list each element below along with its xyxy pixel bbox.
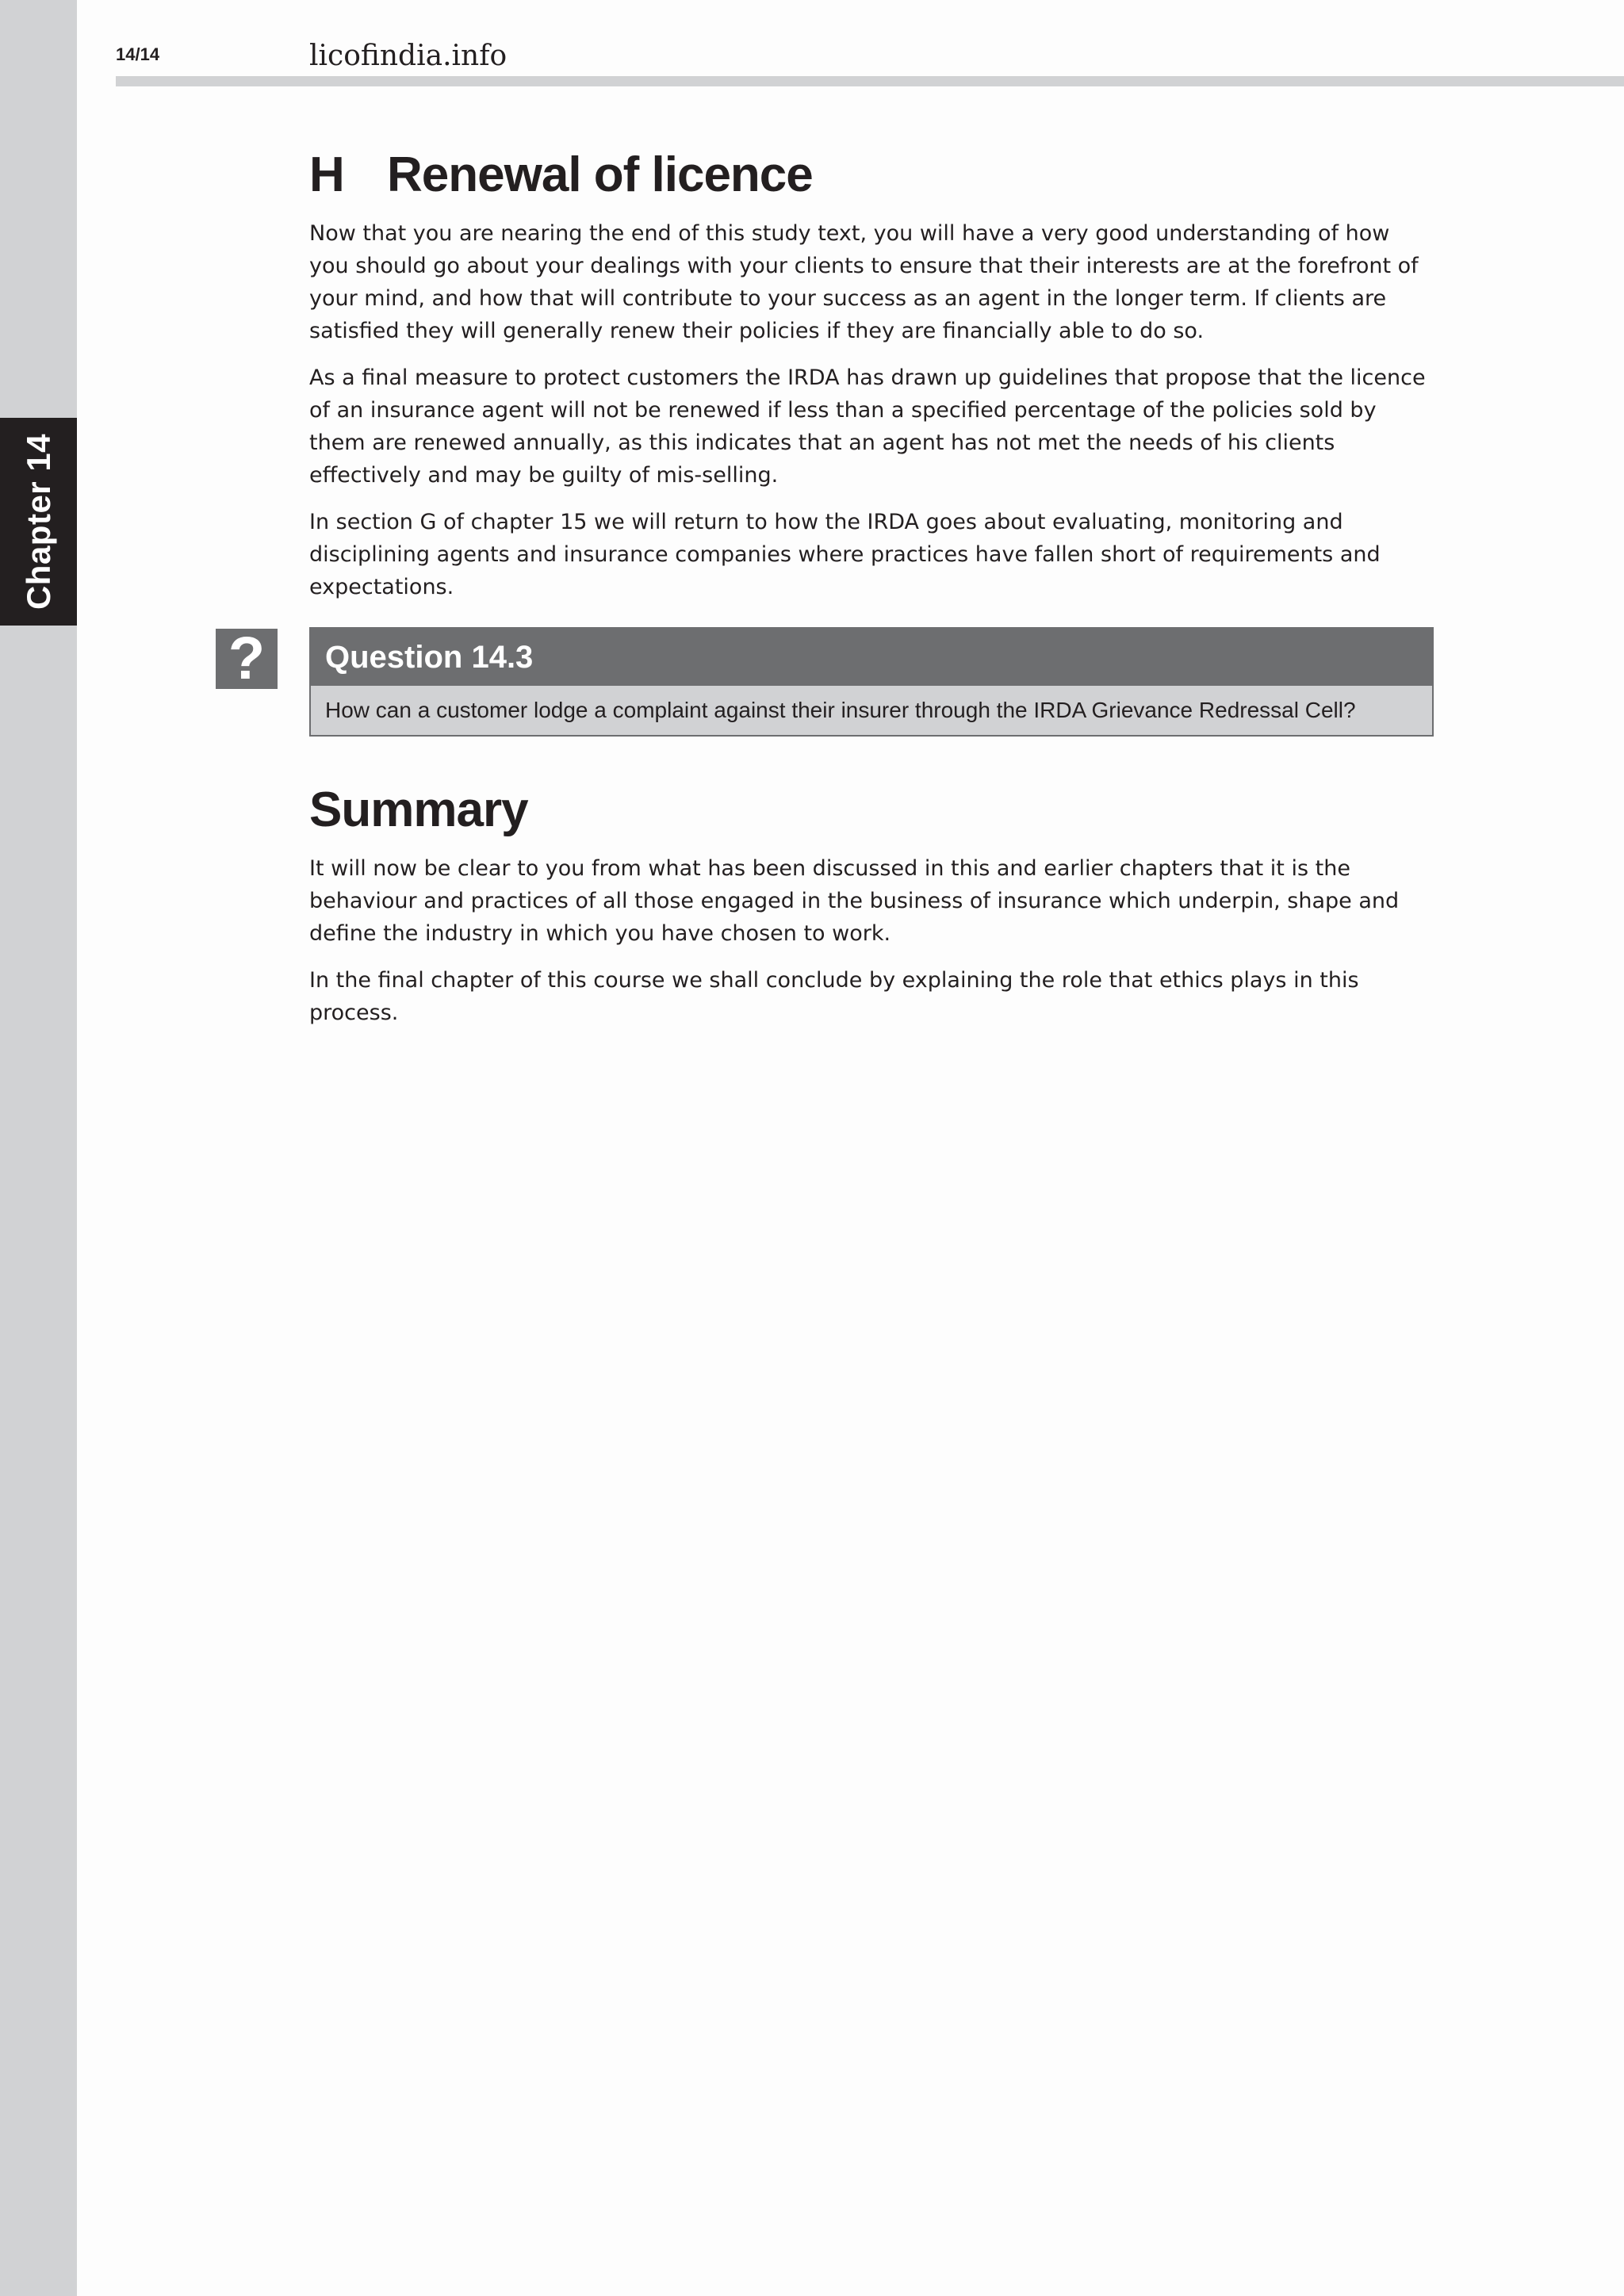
question-title: Question 14.3: [311, 629, 1432, 686]
chapter-tab: [0, 418, 77, 626]
question-block: [228, 625, 1435, 737]
section-title: Renewal of licence: [387, 147, 813, 202]
summary-heading: Summary: [309, 783, 528, 837]
chapter-tab-label: Chapter 14: [19, 433, 57, 610]
question-mark-icon: ?: [216, 629, 278, 689]
section-paragraph-3: In section G of chapter 15 we will return to how the IRDA goes about evaluating, monitoring and disciplining agents and insurance companies where practices have fallen short of requirements and expectations.: [309, 510, 1381, 599]
summary-paragraph-1: It will now be clear to you from what has been discussed in this and earlier chapters that it is the behaviour and practices of all those engaged in the business of insurance which underpin, shape and define the industry in which you have chosen to work.: [309, 856, 1400, 946]
page-number: 14/14: [116, 44, 160, 64]
section-paragraph-1: Now that you are nearing the end of this study text, you will have a very good understanding of how you should go about your dealings with your clients to ensure that their interests are at the forefront of your mind, and how that will contribute to your success as an agent in the longer term. If clients are satisfied they will generally renew their policies if they are financially able to do so.: [309, 221, 1419, 343]
header-rule: [116, 76, 1624, 86]
page-content: [228, 143, 1435, 1043]
side-margin-bar: [0, 0, 77, 2296]
question-box: [309, 627, 1434, 737]
question-text: How can a customer lodge a complaint against their insurer through the IRDA Grievance Redressal Cell?: [311, 686, 1432, 735]
section-letter: H: [309, 147, 344, 202]
site-name: licofindia.info: [309, 40, 508, 72]
section-heading: [309, 143, 1435, 208]
section-paragraph-2: As a final measure to protect customers the IRDA has drawn up guidelines that propose that the licence of an insurance agent will not be renewed if less than a specified percentage of the policies sold by them are renewed annually, as this indicates that an agent has not met the needs of his clients effectively and may be guilty of mis-selling.: [309, 365, 1426, 488]
summary-paragraph-2: In the final chapter of this course we shall conclude by explaining the role that ethics plays in this process.: [309, 968, 1359, 1025]
